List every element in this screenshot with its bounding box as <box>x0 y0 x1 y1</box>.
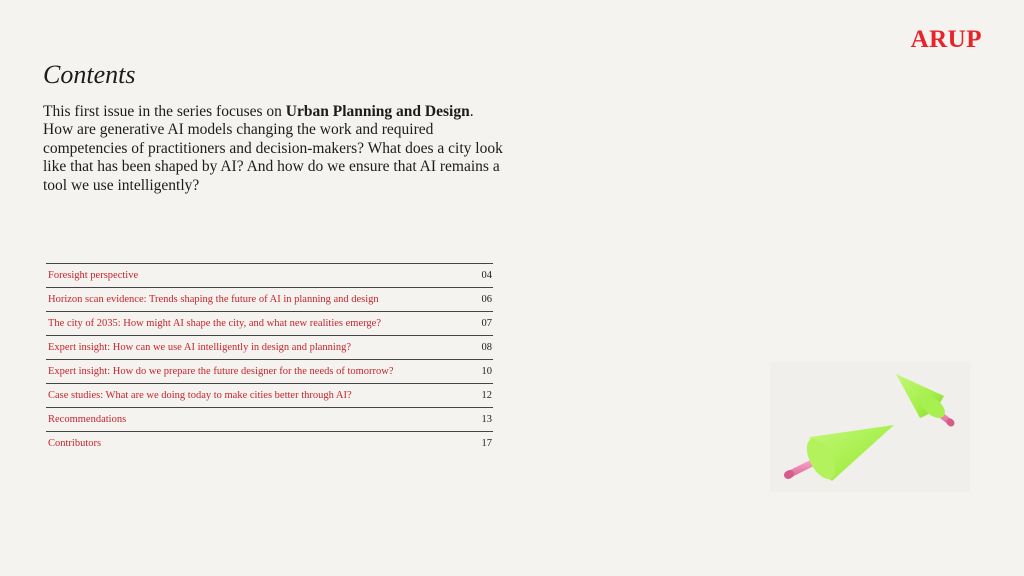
cone-pins-illustration <box>770 362 970 492</box>
toc-item-label[interactable]: The city of 2035: How might AI shape the city, and what new realities emerge? <box>48 318 381 329</box>
toc-item-label[interactable]: Foresight perspective <box>48 270 139 281</box>
small-cone-pin <box>896 374 951 423</box>
toc-item-horizon-scan[interactable] <box>46 287 493 311</box>
toc-item-expert-insight-future-designer[interactable] <box>46 359 493 383</box>
toc-item-contributors[interactable] <box>46 431 493 455</box>
intro-paragraph <box>43 103 503 195</box>
table-of-contents <box>46 263 493 455</box>
toc-item-page: 12 <box>481 390 492 401</box>
cone-pins-graphic <box>770 362 970 492</box>
toc-item-page: 08 <box>481 342 492 353</box>
toc-item-expert-insight-intelligent-use[interactable] <box>46 335 493 359</box>
toc-item-label[interactable]: Expert insight: How do we prepare the future designer for the needs of tomorrow? <box>48 366 394 377</box>
arup-logo[interactable]: ARUP <box>910 26 982 53</box>
intro-text-end: . How are generative AI models changing the work and required competencies of practitioners and decision-makers? What does a city look like that has been shaped by AI? And how do we ensure that AI remains a tool we use intelligently? <box>43 103 503 194</box>
toc-item-label[interactable]: Horizon scan evidence: Trends shaping the future of AI in planning and design <box>48 294 379 305</box>
toc-item-recommendations[interactable] <box>46 407 493 431</box>
toc-item-page: 06 <box>481 294 492 305</box>
toc-item-page: 17 <box>481 438 492 449</box>
toc-item-page: 04 <box>481 270 492 281</box>
toc-item-foresight-perspective[interactable] <box>46 263 493 287</box>
toc-item-label[interactable]: Recommendations <box>48 414 127 425</box>
intro-emphasis: Urban Planning and Design <box>285 103 470 120</box>
toc-item-city-of-2035[interactable] <box>46 311 493 335</box>
page-title: Contents <box>43 60 136 89</box>
toc-item-label[interactable]: Expert insight: How can we use AI intelligently in design and planning? <box>48 342 351 353</box>
intro-text-start: This first issue in the series focuses on <box>43 103 286 120</box>
toc-item-case-studies[interactable] <box>46 383 493 407</box>
toc-item-label[interactable]: Case studies: What are we doing today to make cities better through AI? <box>48 390 352 401</box>
toc-item-page: 13 <box>481 414 492 425</box>
toc-item-page: 07 <box>481 318 492 329</box>
toc-item-page: 10 <box>481 366 492 377</box>
large-cone-pin <box>788 425 894 484</box>
toc-item-label[interactable]: Contributors <box>48 438 102 449</box>
